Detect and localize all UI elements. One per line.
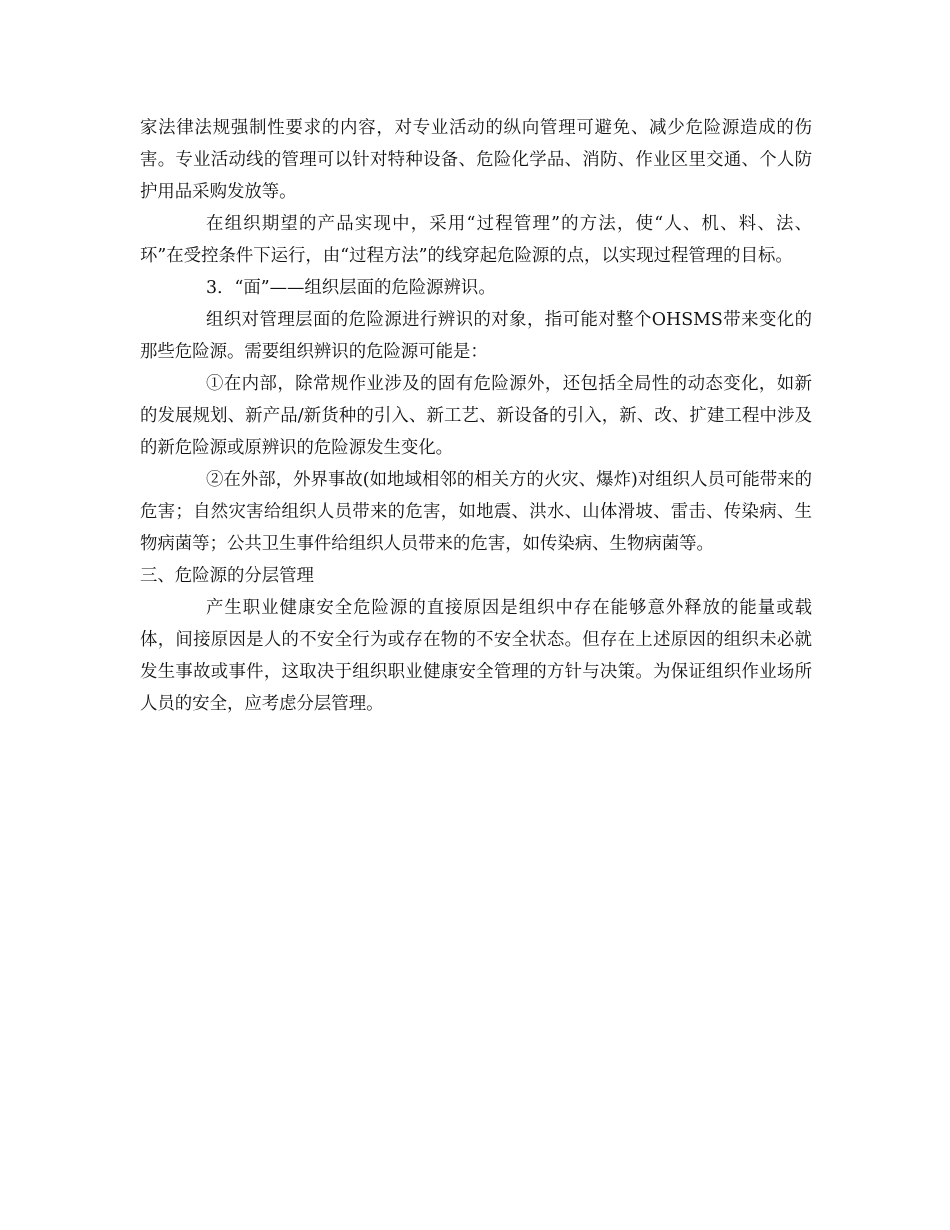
section-3-title: 3．“面”——组织层面的危险源辨识。 (206, 278, 496, 298)
document-page (140, 112, 812, 720)
section-heading-layered-management: 三、危险源的分层管理 (140, 566, 314, 586)
paragraph-organization-level: 组织对管理层面的危险源进行辨识的对象，指可能对整个OHSMS带来变化的那些危险源。需要组织辨识的危险源可能是： (140, 310, 812, 362)
paragraph-continuation: 家法律法规强制性要求的内容，对专业活动的纵向管理可避免、减少危险源造成的伤害。专业活动线的管理可以针对特种设备、危险化学品、消防、作业区里交通、个人防护用品采购发放等。 (140, 118, 812, 202)
paragraph-layered-management: 产生职业健康安全危险源的直接原因是组织中存在能够意外释放的能量或载体，间接原因是人的不安全行为或存在物的不安全状态。但存在上述原因的组织未必就发生事故或事件，这取决于组织职业健康安全管理的方针与决策。为保证组织作业场所人员的安全，应考虑分层管理。 (140, 598, 812, 714)
paragraph-external-hazards: ②在外部，外界事故(如地域相邻的相关方的火灾、爆炸)对组织人员可能带来的危害；自然灾害给组织人员带来的危害，如地震、洪水、山体滑坡、雷击、传染病、生物病菌等；公共卫生事件给组织人员带来的危害，如传染病、生物病菌等。 (140, 470, 812, 554)
paragraph-process-management: 在组织期望的产品实现中，采用“过程管理”的方法，使“人、机、料、法、环”在受控条件下运行，由“过程方法”的线穿起危险源的点，以实现过程管理的目标。 (140, 214, 812, 266)
paragraph-internal-hazards: ①在内部，除常规作业涉及的固有危险源外，还包括全局性的动态变化，如新的发展规划、新产品/新货种的引入、新工艺、新设备的引入，新、改、扩建工程中涉及的新危险源或原辨识的危险源发生变化。 (140, 374, 812, 458)
